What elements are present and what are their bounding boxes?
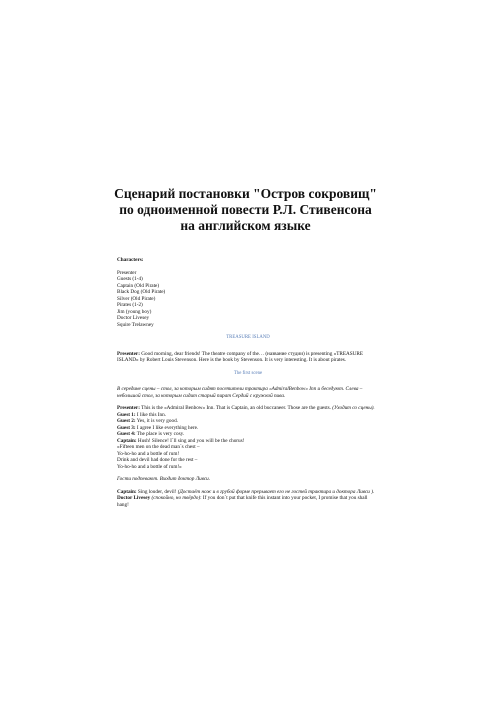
stage-note: (Уходит со сцены).	[332, 405, 375, 411]
speaker-label: Captain:	[117, 437, 137, 444]
speaker-label: Guest 4:	[117, 431, 136, 437]
speech-text: Yes, it is very good.	[135, 418, 178, 424]
script-content	[117, 257, 379, 508]
section-heading-treasure-island: TREASURE ISLAND	[226, 335, 270, 340]
speaker-label: Guest 2:	[117, 418, 136, 424]
title-line-2: по одноименной повести Р.Л. Стивенсона	[119, 202, 372, 217]
document-title	[110, 186, 381, 234]
character-item: Silver (Old Pirate)	[117, 295, 156, 302]
speech-text: : If you don`t put that knife this instant into your pocket, I promise that you shall hang!	[117, 495, 368, 508]
dialogue-block	[117, 412, 379, 471]
speech-text: I like this Inn.	[135, 411, 166, 418]
song-line: «Fifteen men on the dead man`s chest –	[117, 444, 200, 450]
speech-text: Sing louder, devil!	[136, 488, 178, 495]
character-item: Doctor Livesey	[117, 315, 150, 321]
title-line-1: Сценарий постановки "Остров сокровищ"	[114, 186, 377, 201]
character-item: Captain (Old Pirate)	[117, 282, 160, 289]
speaker-label: Guest 1:	[117, 411, 136, 418]
speaker-label: Presenter:	[117, 405, 140, 411]
doctor-line	[117, 495, 379, 508]
characters-list	[117, 270, 379, 329]
character-item: Pirates (1-2)	[117, 302, 143, 308]
character-item: Presenter	[117, 269, 137, 276]
character-item: Black Dog (Old Pirate)	[117, 289, 166, 295]
section-heading-first-scene: The first scene	[233, 370, 263, 376]
title-line-3: на английском языке	[180, 218, 311, 233]
stage-note: (спокойно, но твёрдо)	[150, 495, 201, 501]
speaker-label: Presenter:	[117, 350, 140, 357]
speaker-label: Guest 3:	[117, 424, 136, 431]
speech-text: The place is very cosy.	[135, 431, 185, 437]
character-item: Jim (young boy)	[117, 308, 152, 315]
speaker-label: Doctor Livesey	[117, 495, 151, 501]
speech-text: I agree I like everything here.	[135, 424, 199, 431]
speaker-label: Captain:	[117, 488, 137, 495]
characters-heading: Characters:	[117, 257, 144, 263]
song-line: Drink and devil had done for the rest –	[117, 457, 198, 463]
speech-text: Hush! Silence! I`ll sing and you will be the chorus!	[136, 437, 245, 444]
stage-direction: Гости подпевают. Входит доктор Ливси.	[117, 476, 211, 482]
speech-text: Good morning, dear friends! The theatre company of the… (название студии) is presenting «TREASURE ISLAND» by Robert Louis Stevenson. Here is the book by Stevenson. It is very interesting. It is about pirates.	[117, 350, 364, 363]
character-item: Squire Trelawney	[117, 321, 154, 328]
stage-note: (Достаёт нож и в грубой форме прерывает его не гостей трактира и доктора Ливси ).	[177, 488, 375, 495]
song-line: Yo-ho-ho and a bottle of rum!	[117, 450, 180, 457]
character-item: Guests (1-4)	[117, 276, 143, 282]
presenter-intro	[117, 351, 379, 364]
song-line: Yo-ho-ho and a bottle of rum!»	[117, 463, 182, 470]
stage-direction: В середине сцены – стол, за которым сидят посетители трактира «AdmiralBenbow» Inn и беседуют. Слева – небольшой стол, за которым сидит старый пират Сердий с кружкой пива.	[117, 386, 363, 399]
speech-text: This is the «Admiral Benbow» Inn. That is Captain, an old buccaneer. Those are the guests.	[139, 405, 333, 411]
